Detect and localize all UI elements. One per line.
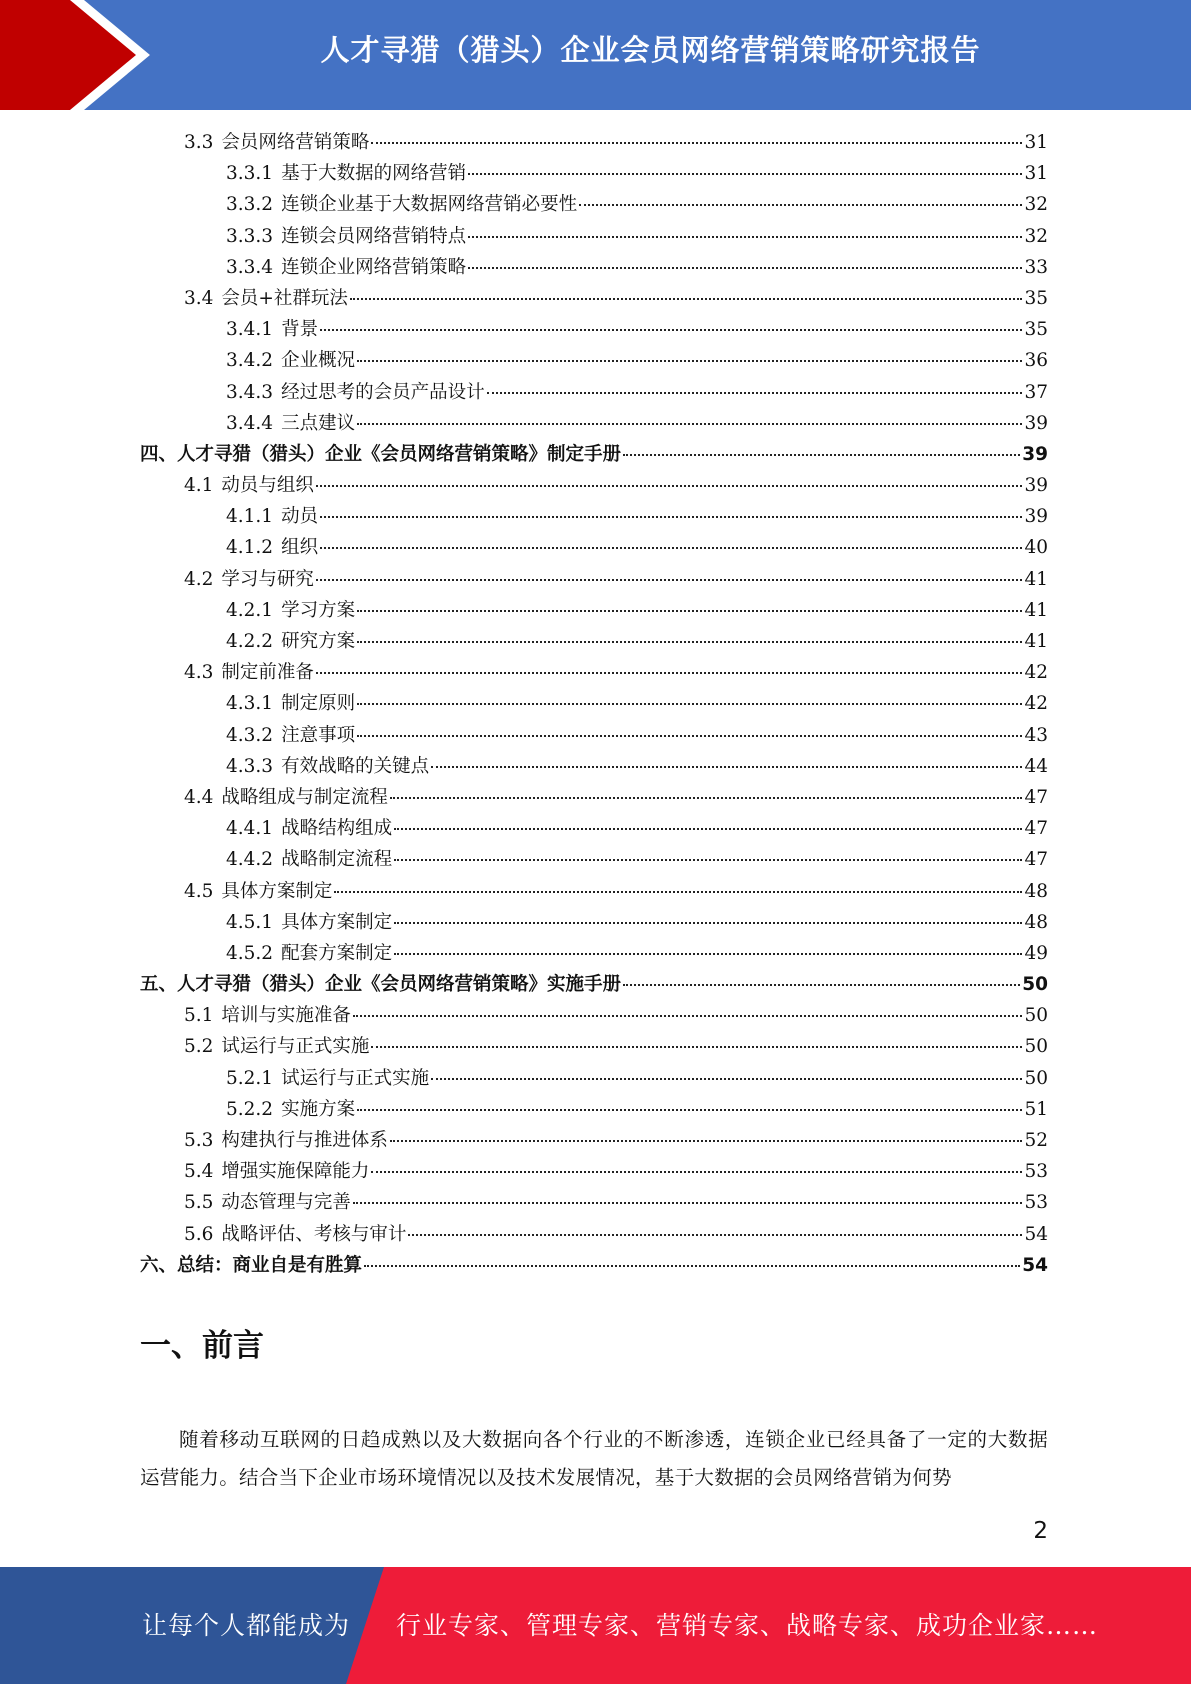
toc-entry-number: 4.4.2 [226, 849, 274, 871]
toc-entry[interactable] [140, 1251, 1048, 1282]
toc-entry-page: 32 [1024, 225, 1048, 247]
toc-entry-title: 培训与实施准备 [221, 1005, 351, 1027]
toc-dot-leader [357, 703, 1022, 705]
toc-entry-title: 组织 [281, 537, 319, 559]
toc-entry-page: 39 [1022, 443, 1048, 465]
table-of-contents [140, 128, 1048, 1282]
toc-entry-title: 六、总结：商业自是有胜算 [140, 1254, 363, 1276]
page-header [0, 0, 1191, 110]
toc-entry-page: 53 [1024, 1192, 1048, 1214]
toc-entry-page: 50 [1024, 1036, 1048, 1058]
toc-entry-title: 基于大数据的网络营销 [281, 163, 467, 185]
toc-entry-page: 42 [1024, 693, 1048, 715]
toc-entry-title: 具体方案制定 [221, 880, 333, 902]
toc-entry-number: 5.1 [184, 1005, 214, 1027]
toc-dot-leader [364, 1265, 1020, 1267]
toc-dot-leader [320, 547, 1022, 549]
toc-dot-leader [316, 579, 1023, 581]
toc-entry[interactable] [140, 1188, 1048, 1219]
page-number: 2 [1033, 1518, 1048, 1544]
toc-entry-page: 41 [1024, 568, 1048, 590]
toc-entry-number: 4.2.1 [226, 599, 274, 621]
toc-entry[interactable] [140, 1032, 1048, 1063]
toc-entry[interactable] [140, 1095, 1048, 1126]
body-paragraph: 随着移动互联网的日趋成熟以及大数据向各个行业的不断渗透，连锁企业已经具备了一定的大数据运营能力。结合当下企业市场环境情况以及技术发展情况，基于大数据的会员网络营销为何势 [140, 1428, 1048, 1489]
toc-entry-number: 4.3 [184, 662, 214, 684]
toc-entry-title: 试运行与正式实施 [281, 1067, 430, 1089]
toc-entry-number: 4.2.2 [226, 631, 274, 652]
toc-entry[interactable] [140, 658, 1048, 689]
toc-dot-leader [468, 173, 1022, 175]
toc-entry-page: 47 [1024, 818, 1048, 840]
toc-entry-title: 配套方案制定 [281, 942, 393, 964]
toc-entry-title: 三点建议 [281, 412, 356, 434]
toc-dot-leader [316, 485, 1023, 487]
toc-entry-page: 52 [1024, 1130, 1048, 1151]
toc-dot-leader [357, 610, 1022, 612]
toc-entry-number: 4.1.1 [226, 506, 274, 528]
toc-entry-page: 39 [1024, 412, 1048, 434]
toc-entry-page: 37 [1024, 381, 1048, 403]
toc-dot-leader [357, 641, 1022, 643]
toc-dot-leader [371, 1046, 1022, 1048]
toc-entry[interactable] [140, 845, 1048, 876]
section-heading: 一、前言 [140, 1328, 264, 1364]
toc-entry[interactable] [140, 533, 1048, 564]
toc-dot-leader [320, 329, 1022, 331]
toc-entry-title: 制定前准备 [221, 662, 314, 684]
toc-entry-page: 50 [1024, 1005, 1048, 1027]
toc-dot-leader [431, 1078, 1022, 1080]
toc-entry-number: 5.6 [184, 1223, 214, 1245]
toc-entry-title: 制定原则 [281, 693, 356, 715]
toc-entry-title: 连锁企业基于大数据网络营销必要性 [281, 194, 578, 216]
toc-entry-page: 31 [1024, 132, 1048, 153]
toc-entry[interactable] [140, 128, 1048, 159]
toc-entry-page: 50 [1022, 974, 1048, 996]
toc-entry-number: 3.4.1 [226, 319, 274, 341]
toc-entry-title: 增强实施保障能力 [221, 1161, 370, 1183]
toc-entry-number: 4.3.3 [226, 755, 274, 777]
toc-dot-leader [320, 516, 1022, 518]
toc-entry-title: 学习方案 [281, 599, 356, 621]
toc-entry-page: 42 [1024, 662, 1048, 684]
toc-entry-number: 3.3.3 [226, 225, 274, 247]
toc-entry-number: 5.2.2 [226, 1098, 274, 1120]
toc-entry-number: 5.2 [184, 1036, 214, 1058]
toc-entry[interactable] [140, 471, 1048, 502]
toc-entry-page: 47 [1024, 849, 1048, 871]
toc-entry-page: 35 [1024, 319, 1048, 341]
toc-entry[interactable] [140, 1220, 1048, 1251]
toc-entry-title: 背景 [281, 319, 319, 341]
toc-entry-title: 具体方案制定 [281, 911, 393, 933]
toc-entry-number: 3.3.1 [226, 163, 274, 185]
toc-dot-leader [390, 1140, 1023, 1142]
toc-entry-number: 4.3.2 [226, 724, 274, 746]
toc-entry-title: 注意事项 [281, 724, 356, 746]
toc-dot-leader [371, 142, 1022, 144]
toc-entry-page: 48 [1024, 880, 1048, 902]
toc-entry[interactable] [140, 378, 1048, 409]
toc-entry-page: 54 [1022, 1254, 1048, 1276]
toc-entry[interactable] [140, 222, 1048, 253]
toc-dot-leader [357, 735, 1022, 737]
toc-dot-leader [371, 1171, 1022, 1173]
toc-entry-page: 33 [1024, 256, 1048, 278]
toc-entry-number: 4.5.1 [226, 911, 274, 933]
toc-entry-page: 53 [1024, 1161, 1048, 1183]
toc-dot-leader [468, 236, 1022, 238]
toc-entry[interactable] [140, 409, 1048, 440]
toc-entry-number: 5.5 [184, 1192, 214, 1214]
toc-entry[interactable] [140, 284, 1048, 315]
toc-entry-page: 36 [1024, 350, 1048, 372]
toc-entry-title: 战略制定流程 [281, 849, 393, 871]
toc-entry-title: 构建执行与推进体系 [221, 1130, 388, 1151]
toc-entry[interactable] [140, 908, 1048, 939]
toc-entry-number: 3.4.3 [226, 381, 274, 403]
toc-entry-title: 战略评估、考核与审计 [221, 1223, 407, 1245]
toc-entry-number: 3.3 [184, 132, 214, 153]
toc-entry-title: 会员网络营销策略 [221, 132, 370, 153]
toc-entry-page: 48 [1024, 911, 1048, 933]
toc-entry-number: 4.5 [184, 880, 214, 902]
toc-entry-number: 4.5.2 [226, 942, 274, 964]
toc-entry[interactable] [140, 814, 1048, 845]
toc-dot-leader [357, 360, 1022, 362]
footer-slogan-left: 让每个人都能成为 [142, 1611, 351, 1640]
toc-entry-number: 3.3.2 [226, 194, 274, 216]
toc-entry-number: 5.3 [184, 1130, 214, 1151]
toc-entry-title: 动员与组织 [221, 475, 314, 497]
toc-entry-number: 3.4.2 [226, 350, 274, 372]
toc-dot-leader [487, 392, 1023, 394]
toc-entry-number: 5.2.1 [226, 1067, 274, 1089]
toc-entry[interactable] [140, 689, 1048, 720]
toc-entry-title: 动员 [281, 506, 319, 528]
toc-entry-title: 连锁会员网络营销特点 [281, 225, 467, 247]
toc-entry-title: 连锁企业网络营销策略 [281, 256, 467, 278]
toc-entry[interactable] [140, 1064, 1048, 1095]
toc-dot-leader [579, 204, 1022, 206]
toc-entry[interactable] [140, 627, 1048, 658]
toc-entry-title: 战略组成与制定流程 [221, 786, 388, 808]
toc-dot-leader [394, 859, 1022, 861]
toc-entry-page: 54 [1024, 1223, 1048, 1245]
toc-entry-title: 五、人才寻猎（猎头）企业《会员网络营销策略》实施手册 [140, 974, 622, 996]
toc-dot-leader [394, 953, 1022, 955]
toc-entry-number: 4.1 [184, 475, 214, 497]
toc-entry-title: 学习与研究 [221, 568, 314, 590]
toc-entry-title: 经过思考的会员产品设计 [281, 381, 485, 403]
toc-entry-number: 3.4 [184, 287, 214, 309]
toc-entry-page: 47 [1024, 786, 1048, 808]
page-footer [0, 1567, 1191, 1684]
toc-entry-number: 3.3.4 [226, 256, 274, 278]
toc-entry-title: 企业概况 [281, 350, 356, 372]
toc-dot-leader [431, 766, 1022, 768]
toc-entry-page: 43 [1024, 724, 1048, 746]
toc-entry-number: 4.1.2 [226, 537, 274, 559]
toc-entry[interactable] [140, 783, 1048, 814]
toc-entry-title: 动态管理与完善 [221, 1192, 351, 1214]
toc-dot-leader [334, 891, 1022, 893]
toc-dot-leader [350, 298, 1023, 300]
toc-dot-leader [357, 423, 1022, 425]
toc-entry-page: 50 [1024, 1067, 1048, 1089]
toc-entry-number: 5.4 [184, 1161, 214, 1183]
toc-entry-number: 4.4 [184, 786, 214, 808]
toc-dot-leader [623, 454, 1020, 456]
toc-entry[interactable] [140, 752, 1048, 783]
footer-slogan-right: 行业专家、管理专家、营销专家、战略专家、成功企业家…… [396, 1611, 1099, 1640]
header-title: 人才寻猎（猎头）企业会员网络营销策略研究报告 [320, 33, 981, 67]
toc-entry-page: 49 [1024, 942, 1048, 964]
toc-entry-page: 40 [1024, 537, 1048, 559]
toc-dot-leader [408, 1234, 1022, 1236]
toc-entry[interactable] [140, 346, 1048, 377]
toc-entry[interactable] [140, 253, 1048, 284]
toc-entry-page: 32 [1024, 194, 1048, 216]
toc-entry-page: 39 [1024, 506, 1048, 528]
toc-entry-page: 35 [1024, 287, 1048, 309]
toc-entry-page: 31 [1024, 163, 1048, 185]
toc-entry-number: 4.4.1 [226, 818, 274, 840]
toc-dot-leader [468, 267, 1022, 269]
toc-entry[interactable] [140, 502, 1048, 533]
toc-dot-leader [394, 922, 1022, 924]
toc-entry[interactable] [140, 440, 1048, 471]
toc-entry[interactable] [140, 877, 1048, 908]
toc-entry-number: 3.4.4 [226, 412, 274, 434]
toc-dot-leader [357, 1109, 1022, 1111]
toc-entry[interactable] [140, 596, 1048, 627]
toc-entry-page: 39 [1024, 475, 1048, 497]
toc-entry[interactable] [140, 1126, 1048, 1157]
toc-dot-leader [394, 828, 1022, 830]
toc-entry-title: 会员+社群玩法 [221, 287, 348, 309]
toc-entry-number: 4.3.1 [226, 693, 274, 715]
toc-entry[interactable] [140, 190, 1048, 221]
toc-entry-title: 有效战略的关键点 [281, 755, 430, 777]
toc-entry[interactable] [140, 721, 1048, 752]
toc-entry-page: 41 [1024, 631, 1048, 652]
toc-entry[interactable] [140, 1001, 1048, 1032]
toc-entry-number: 4.2 [184, 568, 214, 590]
toc-entry[interactable] [140, 159, 1048, 190]
toc-dot-leader [353, 1202, 1023, 1204]
toc-dot-leader [390, 797, 1023, 799]
toc-entry-title: 研究方案 [281, 631, 356, 652]
toc-entry-title: 实施方案 [281, 1098, 356, 1120]
toc-dot-leader [316, 672, 1023, 674]
toc-entry[interactable] [140, 939, 1048, 970]
toc-dot-leader [623, 984, 1020, 986]
toc-entry-title: 试运行与正式实施 [221, 1036, 370, 1058]
toc-entry[interactable] [140, 1157, 1048, 1188]
toc-entry[interactable] [140, 970, 1048, 1001]
toc-entry-page: 51 [1024, 1098, 1048, 1120]
header-arrow-icon [0, 0, 160, 110]
toc-entry-page: 41 [1024, 599, 1048, 621]
toc-dot-leader [353, 1015, 1023, 1017]
toc-entry-page: 44 [1024, 755, 1048, 777]
toc-entry-title: 四、人才寻猎（猎头）企业《会员网络营销策略》制定手册 [140, 443, 622, 465]
toc-entry[interactable] [140, 565, 1048, 596]
toc-entry-title: 战略结构组成 [281, 818, 393, 840]
toc-entry[interactable] [140, 315, 1048, 346]
